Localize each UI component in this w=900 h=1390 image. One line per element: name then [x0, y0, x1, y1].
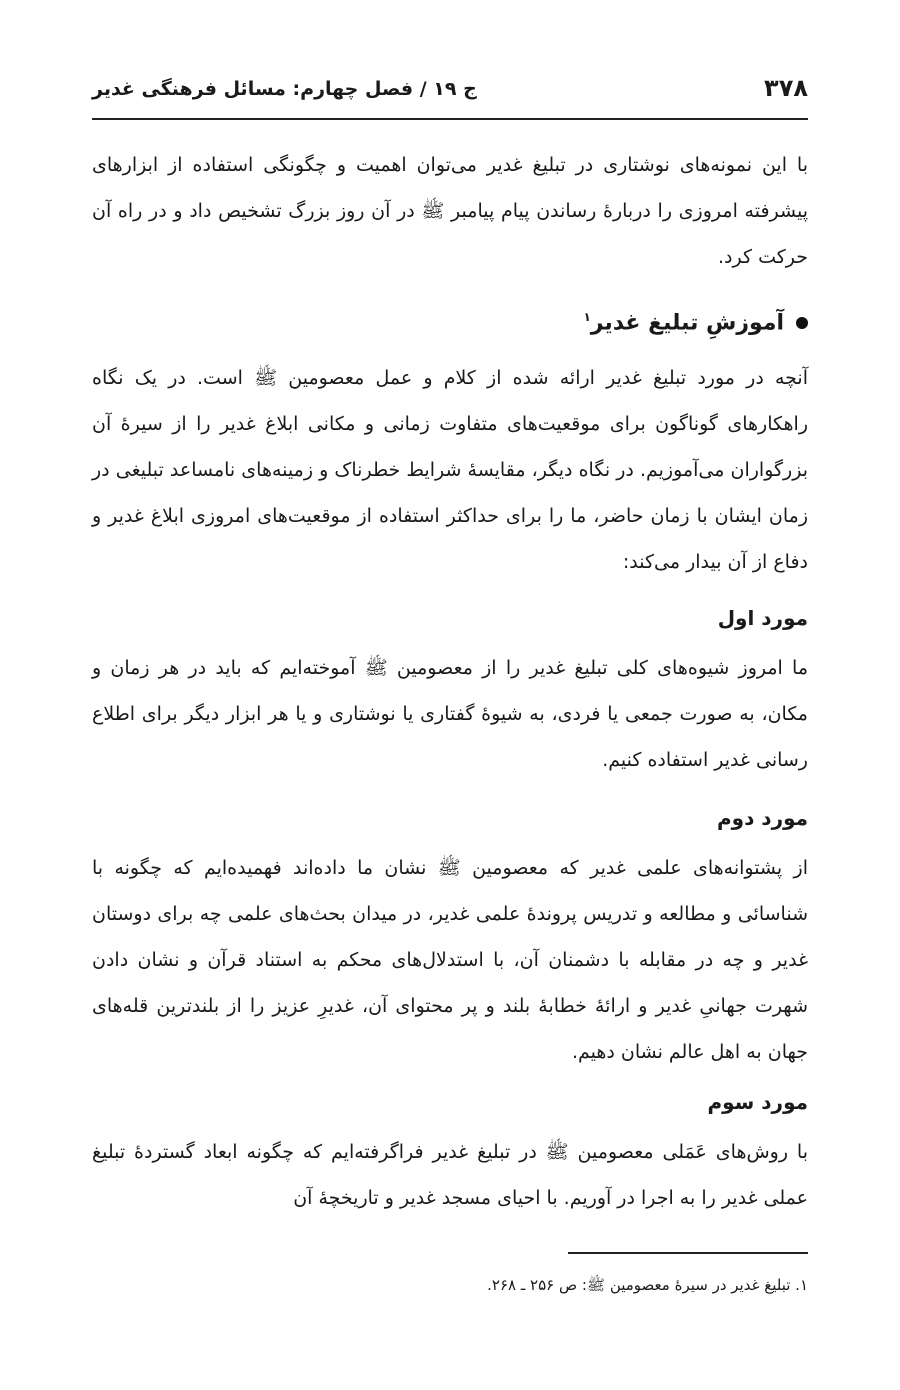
footnote-divider	[568, 1252, 808, 1254]
item-heading-1: مورد اول	[717, 606, 808, 630]
intro-paragraph: با این نمونه‌های نوشتاری در تبلیغ غدیر می‌توان اهمیت و چگونگی استفاده از ابزارهای پیشرفته امروزی را دربارهٔ رساندن پیام پیامبر ﷺ در آن روز بزرگ تشخیص داد و در راه آن حرکت کرد.	[92, 154, 808, 268]
section-heading	[583, 310, 808, 335]
header-divider	[92, 118, 808, 120]
bullet-icon	[796, 317, 808, 329]
item-paragraph-2: از پشتوانه‌های علمی غدیر که معصومین ﷺ نشان ما داده‌اند فهمیده‌ایم که چگونه با شناسائی و مطالعه و تدریس پروندهٔ علمی غدیر، در میدان بحث‌های علمی چه برای دوستان غدیر و چه در مقابله با دشمنان آن، با استدلال‌های محکم به استناد قرآن و نشان دادن شهرت جهانیِ غدیر و ارائهٔ خطابهٔ بلند و پر محتوای آن، غدیرِ عزیز را از بلندترین قله‌های جهان به اهل عالم نشان دهیم.	[92, 857, 808, 1063]
footnote-marker[interactable]: ۱	[583, 310, 591, 324]
running-head: ج ۱۹ / فصل چهارم: مسائل فرهنگی غدیر	[92, 78, 477, 100]
section-title: آموزشِ تبلیغ غدیر	[590, 310, 784, 336]
item-heading-3: مورد سوم	[707, 1090, 808, 1114]
page-number: ۳۷۸	[764, 74, 808, 102]
page-header	[92, 70, 808, 114]
item-heading-2: مورد دوم	[716, 806, 808, 830]
footnote: ۱. تبلیغ غدیر در سیرهٔ معصومین ﷺ: ص ۲۵۶ ـ ۲۶۸.	[487, 1276, 808, 1294]
item-paragraph-1: ما امروز شیوه‌های کلی تبلیغ غدیر را از معصومین ﷺ آموخته‌ایم که باید در هر زمان و مکان، به صورت جمعی یا فردی، به شیوهٔ گفتاری یا نوشتاری و یا هر ابزار دیگر برای اطلاع رسانی غدیر استفاده کنیم.	[92, 657, 808, 771]
item-paragraph-3: با روش‌های عَمَلی معصومین ﷺ در تبلیغ غدیر فراگرفته‌ایم که چگونه ابعاد گستردهٔ تبلیغ عملی غدیر را به اجرا در آوریم. با احیای مسجد غدیر و تاریخچهٔ آن	[92, 1141, 808, 1209]
section-paragraph: آنچه در مورد تبلیغ غدیر ارائه شده از کلام و عمل معصومین ﷺ است. در یک نگاه راهکارهای گوناگون برای موقعیت‌های متفاوت زمانی و مکانی ابلاغ غدیر را از سیرهٔ آن بزرگواران می‌آموزیم. در نگاه دیگر، مقایسهٔ شرایط خطرناک و زمینه‌های نامساعد تبلیغی در زمان ایشان با زمان حاضر، ما را برای حداکثر استفاده از موقعیت‌های امروزی ابلاغ غدیر و دفاع از آن بیدار می‌کند:	[92, 367, 808, 573]
